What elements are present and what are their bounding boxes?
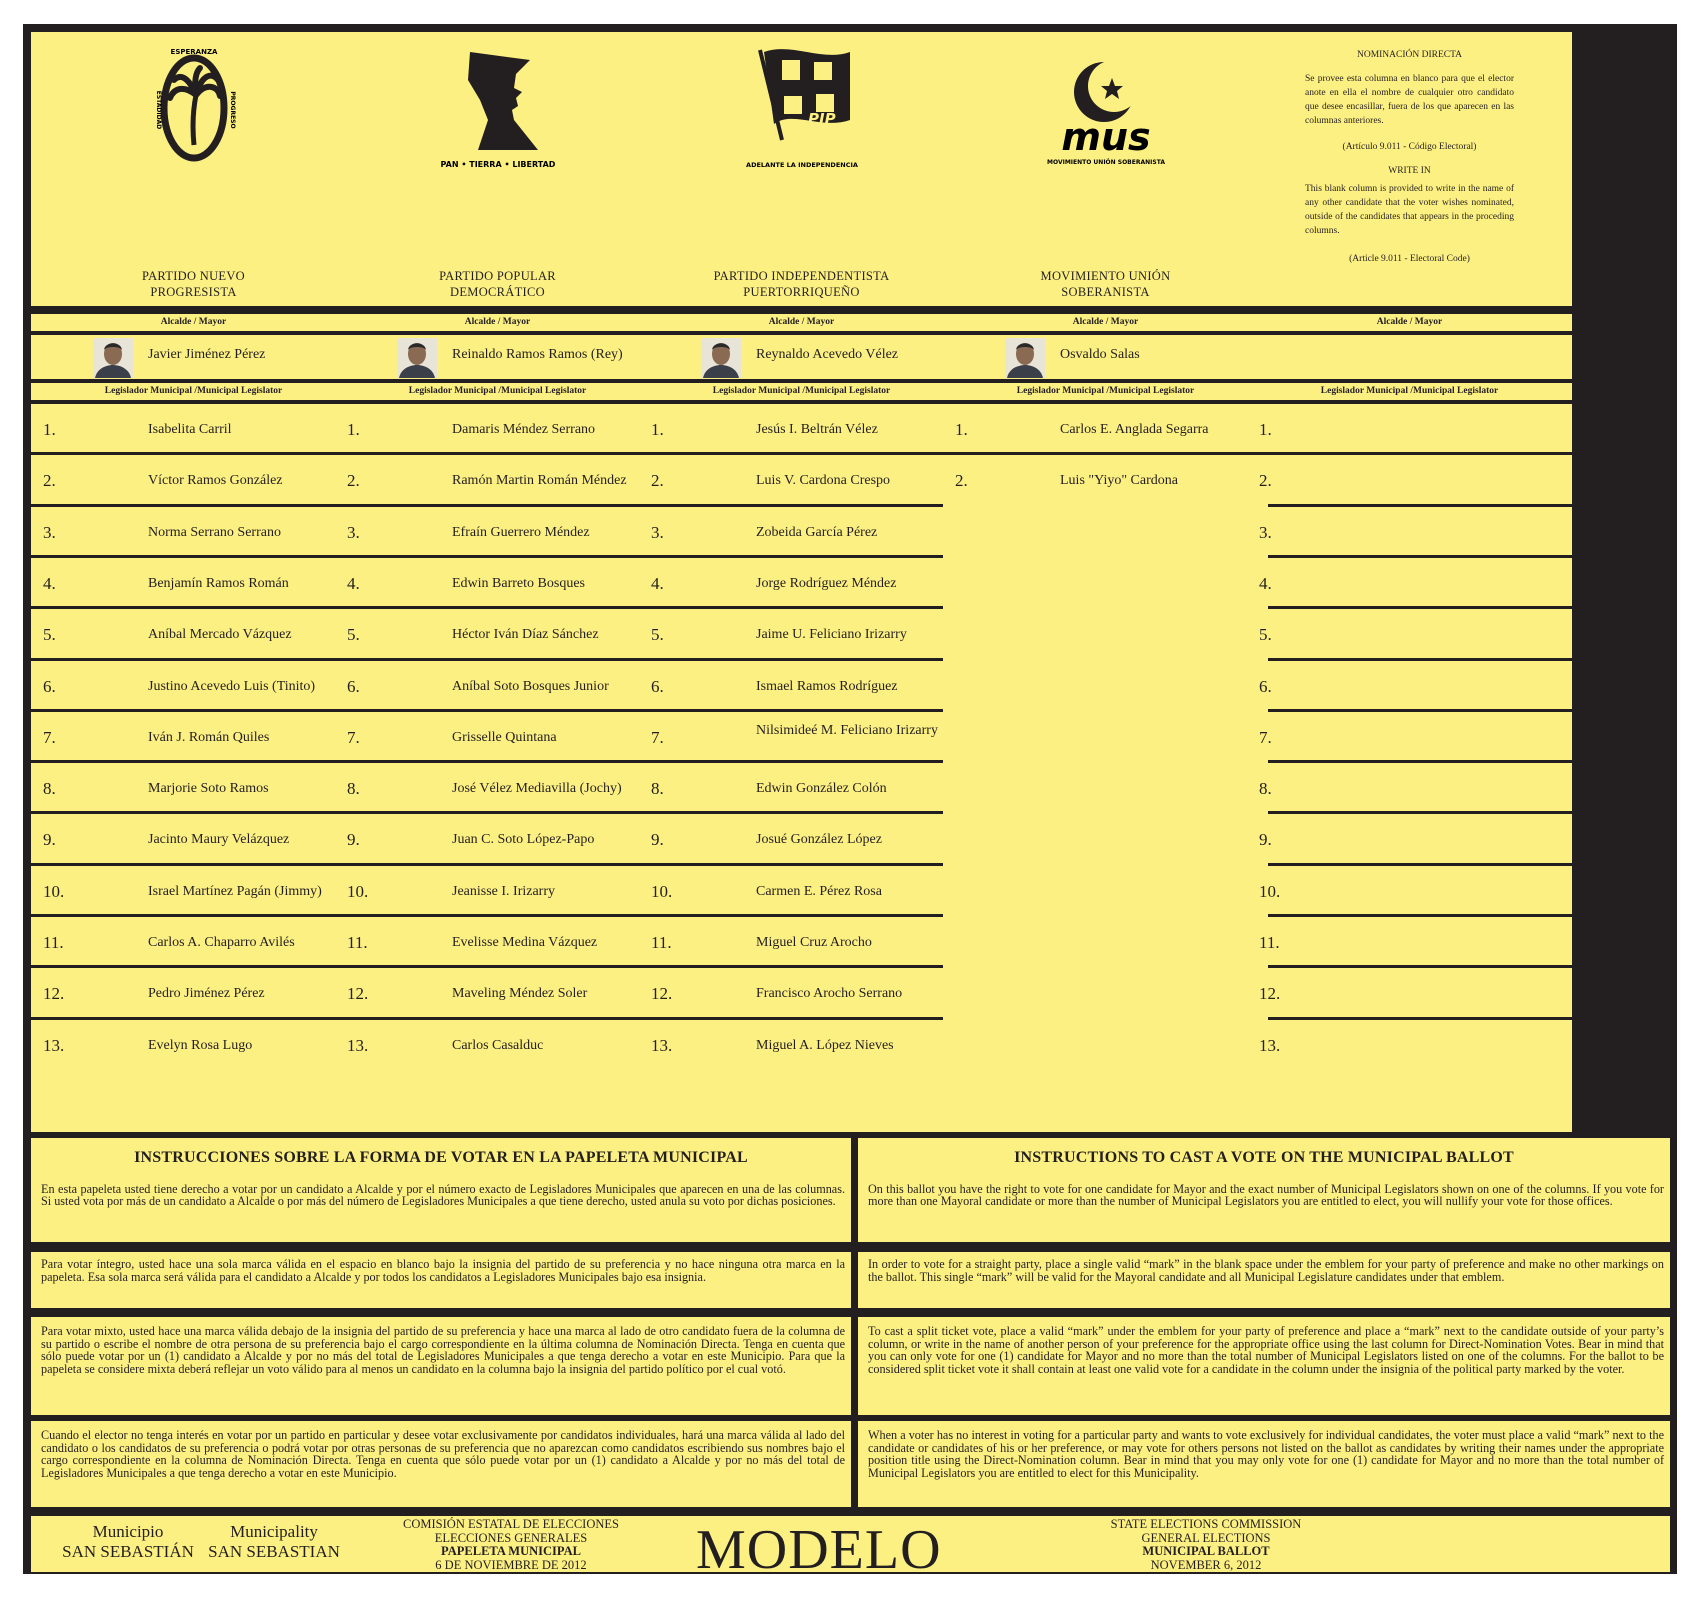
party-name [639, 268, 964, 300]
write-in-row[interactable] [1247, 404, 1572, 452]
candidate-name: Ismael Ramos Rodríguez [756, 679, 898, 694]
candidate-name: Evelisse Medina Vázquez [452, 935, 598, 950]
mayor-name: Osvaldo Salas [1060, 347, 1140, 362]
candidate-name: Miguel A. López Nieves [756, 1038, 894, 1053]
candidate-name: Jeanisse I. Irizarry [452, 884, 556, 899]
candidate-number: 2. [43, 471, 56, 490]
candidate-row[interactable] [639, 968, 964, 1017]
legislator-label: Legislador Municipal /Municipal Legislator [335, 383, 660, 400]
candidate-name: Maveling Méndez Soler [452, 986, 588, 1001]
candidate-row[interactable] [639, 558, 964, 606]
candidate-number: 7. [1259, 728, 1272, 747]
candidate-name: Jaime U. Feliciano Irizarry [756, 627, 907, 642]
candidate-number: 11. [1259, 933, 1280, 952]
commission-es [361, 1518, 661, 1572]
write-in-title-en: WRITE IN [1388, 166, 1431, 176]
candidate-number: 5. [43, 625, 56, 644]
candidate-row[interactable] [335, 814, 660, 863]
municipality-name-en: SAN SEBASTIAN [208, 1542, 340, 1561]
candidate-row[interactable] [335, 404, 660, 452]
instructions-p3-en-box [858, 1317, 1670, 1415]
instructions-p2-es-box [31, 1252, 851, 1308]
candidate-row[interactable] [31, 866, 356, 914]
party-header [639, 32, 964, 306]
write-in-row[interactable] [1247, 814, 1572, 863]
svg-text:ESPERANZA: ESPERANZA [170, 48, 217, 56]
candidate-photo [701, 338, 741, 378]
candidate-number: 12. [347, 984, 369, 1003]
candidate-name: Damaris Méndez Serrano [452, 422, 596, 437]
candidate-row[interactable] [335, 609, 660, 658]
candidate-row[interactable] [639, 609, 964, 658]
mayor-candidate [31, 335, 356, 379]
candidate-name: Carlos E. Anglada Segarra [1060, 422, 1209, 437]
ballot-column [639, 24, 964, 1134]
candidate-row[interactable] [31, 404, 356, 452]
candidate-number: 11. [347, 933, 368, 952]
candidate-number: 5. [651, 625, 664, 644]
candidate-name: Josué González López [756, 832, 882, 847]
write-in-row[interactable] [1247, 917, 1572, 965]
ballot-column [943, 24, 1268, 1134]
svg-text:PROGRESO: PROGRESO [228, 91, 236, 129]
ballot [23, 24, 1677, 1581]
candidate-name: Israel Martínez Pagán (Jimmy) [148, 884, 322, 899]
candidate-number: 6. [347, 677, 360, 696]
svg-text:PIP: PIP [807, 110, 836, 128]
candidate-name: Carlos Casalduc [452, 1038, 544, 1053]
candidate-row[interactable] [31, 712, 356, 760]
write-in-text-es: Se provee esta columna en blanco para que el elector anote en ella el nombre de cualquier otro candidato que desee encasillar, fuera de los que aparecen en las columnas anteriores. [1305, 74, 1514, 126]
candidate-row[interactable] [943, 455, 1268, 507]
candidate-name: Zobeida García Pérez [756, 525, 878, 540]
candidate-name: Iván J. Román Quiles [148, 730, 270, 745]
candidate-number: 6. [1259, 677, 1272, 696]
candidate-row[interactable] [639, 455, 964, 504]
mayor-label: Alcalde / Mayor [335, 314, 660, 331]
candidate-row[interactable] [639, 814, 964, 863]
commission-line4: 6 DE NOVIEMBRE DE 2012 [435, 1557, 587, 1572]
legislator-label: Legislador Municipal /Municipal Legislator [1247, 383, 1572, 400]
candidate-row[interactable] [31, 814, 356, 863]
candidate-number: 12. [43, 984, 65, 1003]
candidate-name: Luis "Yiyo" Cardona [1060, 473, 1178, 488]
candidate-name: Carlos A. Chaparro Avilés [148, 935, 295, 950]
instructions-es-header [31, 1138, 851, 1242]
jibaro-profile-logo-icon [335, 40, 660, 170]
candidate-photo [93, 338, 133, 378]
candidate-name: Edwin González Colón [756, 781, 887, 796]
candidate-number: 4. [651, 574, 664, 593]
candidate-row[interactable] [335, 917, 660, 965]
candidate-number: 8. [347, 779, 360, 798]
commission-en-line1: STATE ELECTIONS COMMISSION [1110, 1517, 1302, 1531]
candidate-number: 9. [651, 830, 664, 849]
candidate-row[interactable] [639, 661, 964, 709]
commission-en-line2: GENERAL ELECTIONS [1141, 1530, 1271, 1545]
instructions-title-en: INSTRUCTIONS TO CAST A VOTE ON THE MUNICIPAL BALLOT [1014, 1149, 1514, 1166]
candidate-row[interactable] [335, 455, 660, 504]
candidate-number: 3. [1259, 523, 1272, 542]
candidate-name: Francisco Arocho Serrano [756, 986, 903, 1001]
candidate-name: José Vélez Mediavilla (Jochy) [452, 781, 622, 796]
candidate-name: Evelyn Rosa Lugo [148, 1038, 253, 1053]
candidate-row[interactable] [31, 609, 356, 658]
ballot-column [31, 24, 356, 1134]
candidate-number: 9. [1259, 830, 1272, 849]
candidate-row[interactable] [31, 558, 356, 606]
candidate-name: Norma Serrano Serrano [148, 525, 281, 540]
candidate-name: Efraín Guerrero Méndez [452, 525, 590, 540]
svg-text:ESTADIDAD: ESTADIDAD [154, 90, 162, 130]
instructions-p4-en: When a voter has no interest in voting for a particular party and wants to vote exclusively for individual candidates, the voter must place a valid “mark” next to the candidate or candidates of his or her preference, or may vote for others persons not listed on the ballot as candidates by writing their names under the appropriate position title using the Direct-Nomination column. Bear in mind that you may only vote for one (1) candidate for Mayor and no more than the total number of Municipal Legislators you are entitled to elect for this Municipality. [868, 1428, 1664, 1480]
candidate-name: Pedro Jiménez Pérez [148, 986, 265, 1001]
candidate-row[interactable] [335, 968, 660, 1017]
candidate-row[interactable] [31, 1020, 356, 1132]
candidate-row[interactable] [639, 507, 964, 555]
write-in-row[interactable] [1247, 661, 1572, 709]
instructions-en-header [858, 1138, 1670, 1242]
legislator-label: Legislador Municipal /Municipal Legislator [31, 383, 356, 400]
instructions-p2-es: Para votar íntegro, usted hace una sola marca válida en el espacio en blanco bajo la insignia del partido de su preferencia y no hace ninguna otra marca en la papeleta. Esa sola marca será válida para el candidato a Alcalde y por todos los candidatos a Legisladores Municipales bajo esa insignia. [41, 1257, 845, 1284]
candidate-name: Juan C. Soto López-Papo [452, 832, 595, 847]
party-header [31, 32, 356, 306]
candidate-number: 5. [347, 625, 360, 644]
modelo-watermark: MODELO [696, 1519, 942, 1581]
candidate-name: Ramón Martin Román Méndez [452, 473, 627, 488]
candidate-number: 10. [1259, 882, 1281, 901]
candidate-number: 1. [651, 420, 664, 439]
candidate-row[interactable] [639, 866, 964, 914]
municipality-label-en: Municipality [230, 1522, 318, 1541]
candidate-number: 5. [1259, 625, 1272, 644]
candidate-name: Miguel Cruz Arocho [756, 935, 872, 950]
candidate-name: Marjorie Soto Ramos [148, 781, 269, 796]
candidate-number: 11. [43, 933, 64, 952]
candidate-row[interactable] [31, 455, 356, 504]
commission-en [1076, 1518, 1336, 1572]
cross-flag-logo-icon [639, 40, 964, 170]
candidate-row[interactable] [335, 661, 660, 709]
mayor-label: Alcalde / Mayor [31, 314, 356, 331]
candidate-number: 1. [347, 420, 360, 439]
candidate-number: 12. [1259, 984, 1281, 1003]
palm-tree-logo-icon [31, 40, 356, 170]
candidate-row[interactable] [335, 712, 660, 760]
candidate-number: 9. [43, 830, 56, 849]
candidate-name: Nilsimideé M. Feliciano Irizarry [756, 723, 938, 738]
candidate-number: 13. [347, 1036, 369, 1055]
candidate-number: 2. [955, 471, 968, 490]
party-name [31, 268, 356, 300]
candidate-number: 4. [43, 574, 56, 593]
candidate-number: 12. [651, 984, 673, 1003]
candidate-number: 3. [651, 523, 664, 542]
instructions-title-es: INSTRUCCIONES SOBRE LA FORMA DE VOTAR EN LA PAPELETA MUNICIPAL [134, 1149, 748, 1166]
candidate-number: 10. [347, 882, 369, 901]
party-header [335, 32, 660, 306]
candidate-row[interactable] [943, 404, 1268, 452]
commission-line3: PAPELETA MUNICIPAL [441, 1544, 581, 1558]
municipality-label-es: Municipio [92, 1522, 164, 1541]
instructions-p4-en-box [858, 1421, 1670, 1507]
candidate-name: Aníbal Soto Bosques Junior [452, 679, 609, 694]
legislator-label: Legislador Municipal /Municipal Legislator [943, 383, 1268, 400]
party-name-line1: MOVIMIENTO UNIÓN [1040, 269, 1171, 283]
candidate-row[interactable] [335, 763, 660, 811]
svg-text:ADELANTE LA INDEPENDENCIA: ADELANTE LA INDEPENDENCIA [745, 161, 858, 169]
candidate-number: 2. [651, 471, 664, 490]
write-in-row[interactable] [1247, 1020, 1572, 1132]
candidate-row[interactable] [335, 1020, 660, 1132]
party-name-line1: PARTIDO POPULAR [439, 269, 556, 283]
candidate-number: 7. [43, 728, 56, 747]
candidate-number: 4. [347, 574, 360, 593]
ballot-column [1247, 24, 1572, 1134]
candidate-number: 10. [651, 882, 673, 901]
commission-en-line3: MUNICIPAL BALLOT [1142, 1544, 1270, 1558]
write-in-ref-es: (Artículo 9.011 - Código Electoral) [1342, 142, 1477, 152]
candidate-row[interactable] [335, 866, 660, 914]
candidate-number: 3. [43, 523, 56, 542]
candidate-name: Aníbal Mercado Vázquez [148, 627, 292, 642]
mayor-label: Alcalde / Mayor [943, 314, 1268, 331]
legislator-label: Legislador Municipal /Municipal Legislator [639, 383, 964, 400]
candidate-number: 13. [1259, 1036, 1281, 1055]
candidate-row[interactable] [335, 558, 660, 606]
instructions-p2-en: In order to vote for a straight party, place a single valid “mark” in the blank space under the emblem for your party of preference and make no other markings on the ballot. This single “mark” will be valid for the Mayoral candidate and all Municipal Legislature candidates under that emblem. [868, 1257, 1664, 1284]
candidate-row[interactable] [31, 968, 356, 1017]
instructions-p3-es-box [31, 1317, 851, 1415]
candidate-name: Jesús I. Beltrán Vélez [756, 422, 878, 437]
candidate-name: Isabelita Carril [148, 422, 232, 437]
mayor-name: Javier Jiménez Pérez [148, 347, 266, 362]
commission-line1: COMISIÓN ESTATAL DE ELECCIONES [403, 1517, 619, 1531]
candidate-number: 1. [1259, 420, 1272, 439]
candidate-number: 8. [43, 779, 56, 798]
candidate-number: 13. [651, 1036, 673, 1055]
instructions-p4-es: Cuando el elector no tenga interés en votar por un partido en particular y desee votar exclusivamente por candidatos individuales, hará una marca válida al lado del candidato o los candidatos de su preferencia o podrá votar por otras personas de su preferencia que no aparezcan como candidatos escribiendo sus nombres bajo el cargo correspondiente en la columna de Nominación Directa. Tenga en cuenta que sólo puede votar por un (1) candidato a Alcalde y por no más del total de Legisladores Municipales a que tenga derecho a votar en este Municipio. [41, 1428, 845, 1480]
write-in-title-es: NOMINACIÓN DIRECTA [1356, 50, 1463, 60]
candidate-row[interactable] [31, 507, 356, 555]
mayor-candidate [639, 335, 964, 379]
candidate-number: 4. [1259, 574, 1272, 593]
instructions-p2-en-box [858, 1252, 1670, 1308]
candidate-row[interactable] [31, 763, 356, 811]
write-in-row[interactable] [1247, 507, 1572, 555]
candidate-row[interactable] [639, 404, 964, 452]
candidate-row[interactable] [335, 507, 660, 555]
municipality-name-es: SAN SEBASTIÁN [62, 1542, 194, 1561]
candidate-photo [397, 338, 437, 378]
mayor-candidate [943, 335, 1268, 379]
party-name-line2: PROGRESISTA [150, 285, 237, 299]
candidate-number: 8. [1259, 779, 1272, 798]
candidate-number: 6. [43, 677, 56, 696]
candidate-number: 8. [651, 779, 664, 798]
empty-column-area [943, 507, 1268, 1132]
candidate-name: Jorge Rodríguez Méndez [756, 576, 897, 591]
svg-text:mus: mus [1060, 115, 1151, 159]
instructions-p3-en: To cast a split ticket vote, place a valid “mark” under the emblem for your party of preference and place a “mark” next to the candidate outside of your party’s column, or write in the name of another person of your preference for the appropriate office using the last column for Direct-Nomination Votes. Bear in mind that you can only vote for one (1) candidate for Mayor and no more than the total number of Municipal Legislators listed on one of the columns. For the ballot to be considered split ticket vote it shall contain at least one valid vote for a candidate in the column under the insignia of the political party marked by the voter. [868, 1324, 1664, 1376]
instructions-p4-es-box [31, 1421, 851, 1507]
ballot-footer [31, 1516, 1670, 1581]
candidate-name: Grisselle Quintana [452, 730, 557, 745]
candidate-name: Héctor Iván Díaz Sánchez [452, 627, 599, 642]
municipality-es [53, 1522, 203, 1562]
write-in-row[interactable] [1247, 558, 1572, 606]
candidate-name: Edwin Barreto Bosques [452, 576, 585, 591]
candidate-name: Jacinto Maury Velázquez [148, 832, 290, 847]
instructions-p1-en: On this ballot you have the right to vote for one candidate for Mayor and the exact number of Municipal Legislators shown on one of the columns. If you vote for more than one Mayoral candidate or more than the number of Municipal Legislators you are entitled to elect, you will nullify your vote for those offices. [868, 1181, 1664, 1209]
party-header [943, 32, 1268, 306]
write-in-row[interactable] [1247, 968, 1572, 1017]
mayor-label: Alcalde / Mayor [639, 314, 964, 331]
write-in-row[interactable] [1247, 763, 1572, 811]
candidate-name: Carmen E. Pérez Rosa [756, 884, 882, 899]
candidate-row[interactable] [31, 917, 356, 965]
candidate-number: 9. [347, 830, 360, 849]
write-in-text-en: This blank column is provided to write in the name of any other candidate that the voter wishes nominated, outside of the candidates that appears in the proceding columns. [1305, 184, 1514, 236]
candidate-number: 7. [347, 728, 360, 747]
party-name-line1: PARTIDO NUEVO [141, 269, 246, 283]
candidate-row[interactable] [639, 917, 964, 965]
candidate-row[interactable] [639, 763, 964, 811]
party-name-line1: PARTIDO INDEPENDENTISTA [713, 269, 890, 283]
moon-star-logo-icon [943, 40, 1268, 170]
candidate-row[interactable] [639, 712, 964, 760]
ballot-column [335, 24, 660, 1134]
party-name [335, 268, 660, 300]
candidate-number: 13. [43, 1036, 65, 1055]
write-in-row[interactable] [1247, 609, 1572, 658]
candidate-number: 1. [955, 420, 968, 439]
candidate-number: 11. [651, 933, 672, 952]
candidate-number: 10. [43, 882, 65, 901]
candidate-number: 7. [651, 728, 664, 747]
mayor-label: Alcalde / Mayor [1247, 314, 1572, 331]
party-name-line2: SOBERANISTA [1061, 285, 1150, 299]
write-in-header [1247, 32, 1572, 306]
candidate-number: 2. [1259, 471, 1272, 490]
write-in-row[interactable] [1247, 866, 1572, 914]
mayor-candidate [335, 335, 660, 379]
candidate-row[interactable] [639, 1020, 964, 1132]
svg-text:PAN • TIERRA • LIBERTAD: PAN • TIERRA • LIBERTAD [440, 160, 555, 169]
instructions-p3-es: Para votar mixto, usted hace una marca válida debajo de la insignia del partido de su preferencia y hace una marca al lado de otro candidato fuera de la columna de su partido o escribe el nombre de otra persona de su preferencia bajo el cargo correspondiente en la última columna de Nominación Directa. Tenga en cuenta que sólo puede votar por un (1) candidato a Alcalde y por no más del total de Legisladores Municipales a que tenga derecho a votar en este Municipio. Para que la papeleta se considere mixta deberá reflejar un voto válido para al menos un candidato en la columna bajo la insignia del partido político por el cual votó. [41, 1324, 845, 1376]
candidate-number: 2. [347, 471, 360, 490]
party-name-line2: PUERTORRIQUEÑO [743, 285, 860, 299]
write-in-mayor[interactable] [1247, 335, 1572, 379]
commission-line2: ELECCIONES GENERALES [434, 1530, 588, 1545]
candidate-number: 6. [651, 677, 664, 696]
candidate-name: Justino Acevedo Luis (Tinito) [148, 679, 316, 694]
candidate-name: Benjamín Ramos Román [148, 576, 289, 591]
write-in-row[interactable] [1247, 455, 1572, 504]
write-in-row[interactable] [1247, 712, 1572, 760]
candidate-row[interactable] [31, 661, 356, 709]
commission-en-line4: NOVEMBER 6, 2012 [1150, 1557, 1262, 1572]
svg-text:MOVIMIENTO UNIÓN SOBERANISTA: MOVIMIENTO UNIÓN SOBERANISTA [1046, 159, 1165, 166]
candidate-number: 3. [347, 523, 360, 542]
candidate-number: 1. [43, 420, 56, 439]
party-name [943, 268, 1268, 300]
instructions-p1-es: En esta papeleta usted tiene derecho a votar por un candidato a Alcalde y por el número exacto de Legisladores Municipales que aparecen en una de las columnas. Si usted vota por más de un candidato a Alcalde o por más del número de Legisladores Municipales a que tiene derecho, usted anula su voto por dichas posiciones. [41, 1181, 845, 1209]
write-in-ref-en: (Article 9.011 - Electoral Code) [1349, 254, 1470, 264]
candidate-name: Luis V. Cardona Crespo [756, 473, 891, 488]
party-name-line2: DEMOCRÁTICO [450, 285, 545, 299]
candidate-photo [1005, 338, 1045, 378]
candidate-name: Víctor Ramos González [148, 473, 283, 488]
mayor-name: Reynaldo Acevedo Vélez [756, 347, 899, 362]
municipality-en [199, 1522, 349, 1562]
mayor-name: Reinaldo Ramos Ramos (Rey) [452, 347, 623, 362]
